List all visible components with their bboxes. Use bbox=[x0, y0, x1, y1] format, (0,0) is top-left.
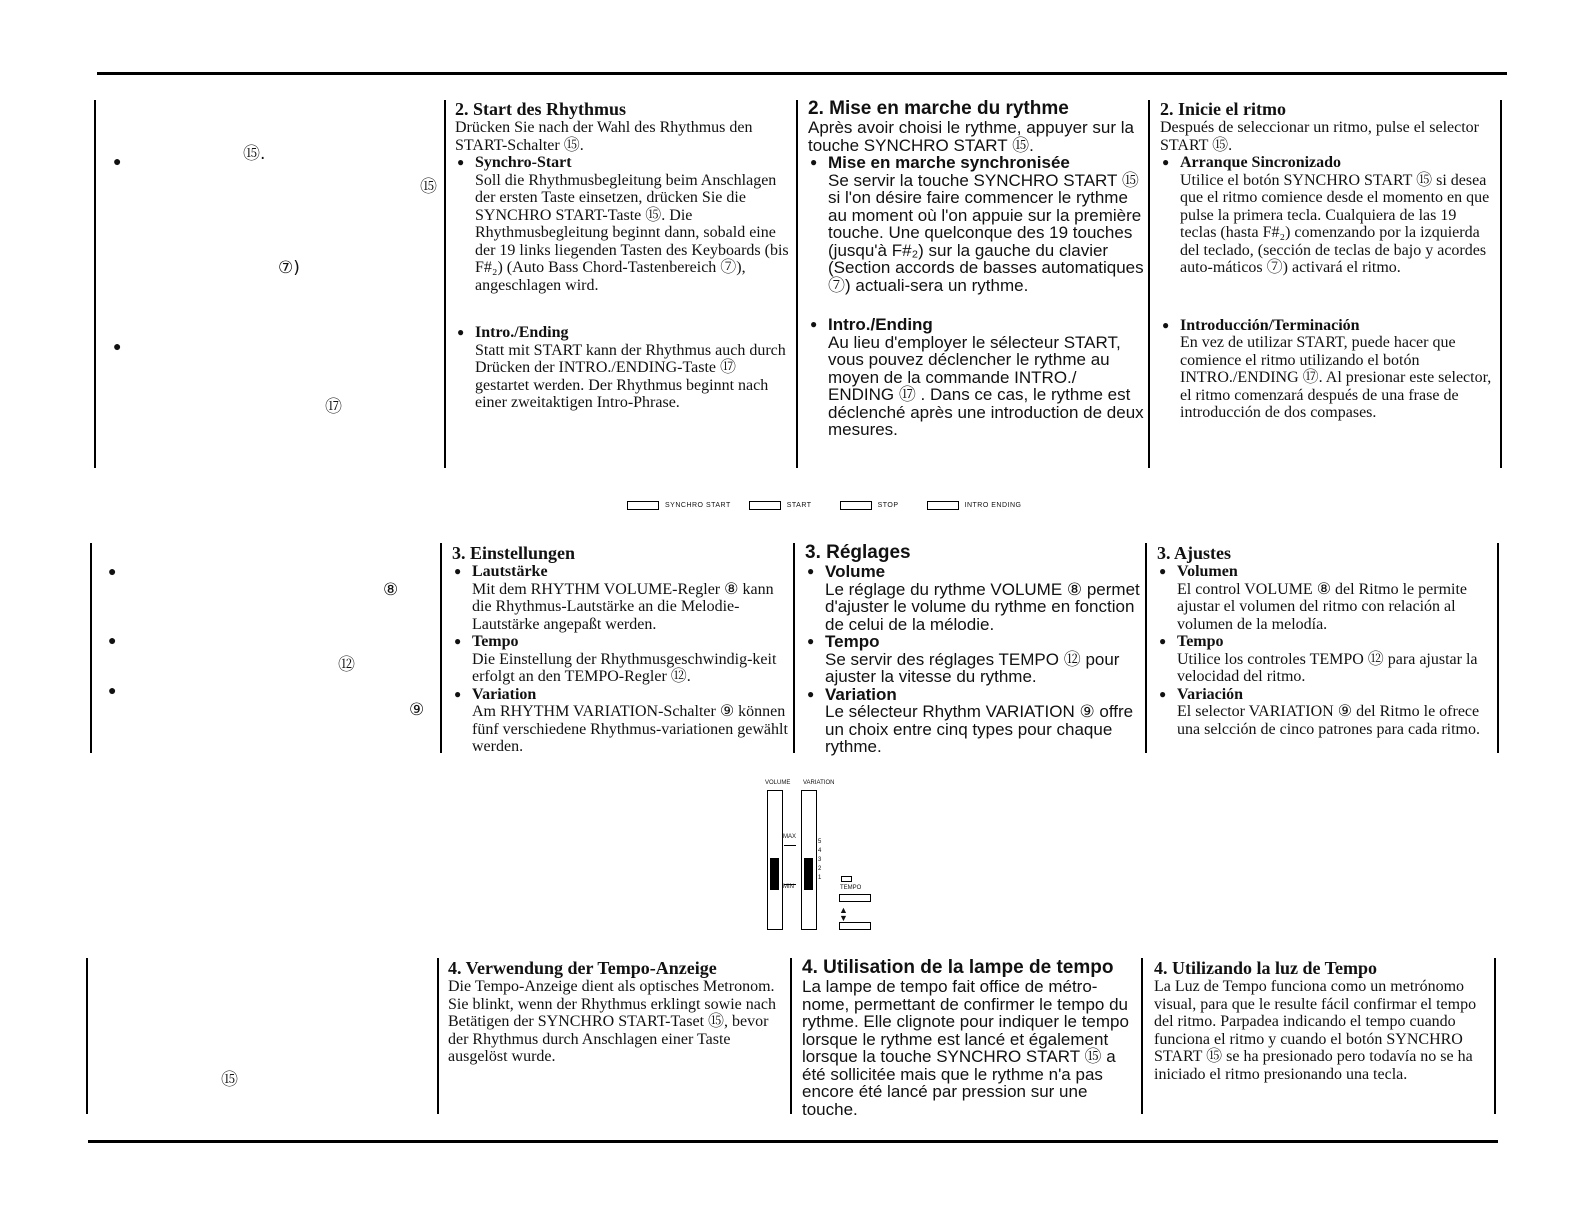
variation-label: VARIATION bbox=[803, 780, 835, 786]
subheading: ● Tempo bbox=[472, 633, 519, 650]
column-french bbox=[802, 958, 1138, 1118]
section-heading: 2. Mise en marche du rythme bbox=[808, 98, 1069, 119]
divider bbox=[790, 958, 792, 1114]
variation-step: 2 bbox=[818, 866, 822, 872]
paragraph: Mit dem RHYTHM VOLUME-Regler ⑧ kann die Rhythmus-Lautstärke an die Melodie-Lautstärke angepaßt werden. bbox=[472, 580, 774, 633]
paragraph: Die Tempo-Anzeige dient als optisches Metronom. Sie blinkt, wenn der Rhythmus erklingt sowie nach Betätigen der SYNCHRO START-Taset ⑮, bevor der Rhythmus durch Anschlagen einer Taste ausgelöst wurde. bbox=[448, 978, 776, 1065]
volume-label: VOLUME bbox=[765, 780, 791, 786]
subheading: ● Synchro-Start bbox=[475, 154, 572, 171]
paragraph: Après avoir choisi le rythme, appuyer sur la touche SYNCHRO START ⑮. bbox=[808, 118, 1134, 155]
variation-step: 4 bbox=[818, 848, 822, 854]
section-heading: 2. Inicie el ritmo bbox=[1160, 99, 1286, 119]
section-heading: 4. Utilisation de la lampe de tempo bbox=[802, 957, 1114, 978]
bottom-rule bbox=[88, 1140, 1498, 1143]
tempo-lamp-icon bbox=[841, 876, 852, 882]
paragraph: Después de seleccionar un ritmo, pulse el selector START ⑮. bbox=[1160, 119, 1479, 154]
divider bbox=[796, 100, 798, 468]
bullet: ● bbox=[113, 155, 122, 170]
subheading: ● Variación bbox=[1177, 685, 1244, 703]
button-label: SYNCHRO START bbox=[665, 502, 731, 509]
divider bbox=[440, 543, 442, 753]
divider bbox=[1500, 100, 1502, 468]
column-spanish bbox=[1160, 99, 1492, 422]
ref-marker: ⑦) bbox=[278, 258, 300, 278]
divider bbox=[444, 100, 446, 468]
column-spanish bbox=[1154, 958, 1488, 1083]
paragraph: En vez de utilizar START, puede hacer que comience el ritmo utilizando el botón INTRO./ENDING ⑰. Al presionar este selector, el ritmo comenzará después de una frase de introducción de dos compases. bbox=[1180, 334, 1492, 421]
paragraph: Die Einstellung der Rhythmusgeschwindig-keit erfolgt an den TEMPO-Regler ⑫. bbox=[472, 650, 777, 685]
bullet: ● bbox=[113, 340, 122, 355]
intro-ending-button-icon bbox=[927, 501, 959, 510]
up-arrow-icon: ▲ bbox=[839, 905, 848, 915]
subheading: ● Variation bbox=[825, 684, 897, 704]
button-label: START bbox=[786, 502, 812, 509]
paragraph: Se servir la touche SYNCHRO START ⑮ si l'on désire faire commencer le rythme au moment où l'on appuie sur la première touche. Une quelconque des 19 touches (jusqu'à F#₂) sur la gauche du clavier (Section accords de basses automatiques ⑦) actuali-sera un rythme. bbox=[828, 170, 1144, 295]
divider bbox=[94, 100, 96, 468]
divider bbox=[1145, 543, 1147, 753]
bullet: ● bbox=[108, 634, 117, 649]
subheading: ● Intro./Ending bbox=[475, 324, 569, 341]
paragraph: El selector VARIATION ⑨ del Ritmo le ofrece una selcción de cinco patrones para cada ritmo. bbox=[1177, 703, 1480, 738]
divider bbox=[1141, 958, 1143, 1114]
variation-scale bbox=[818, 838, 821, 883]
ref-marker: ⑨ bbox=[409, 700, 425, 720]
ref-marker: ⑮ bbox=[221, 1070, 238, 1090]
bullet: ● bbox=[108, 684, 117, 699]
section-heading: 3. Ajustes bbox=[1157, 543, 1232, 563]
paragraph: Au lieu d'employer le sélecteur START, vous pouvez déclencher le rythme au moyen de la commande INTRO./ ENDING ⑰ . Dans ce cas, le rythme est déclenché après une introduction de deux mesures. bbox=[828, 332, 1144, 439]
tempo-down-button-icon bbox=[839, 922, 871, 930]
paragraph: La Luz de Tempo funciona como un metrónomo visual, para que le resulte fácil confirmar el tempo del ritmo. Parpadea indicando el tempo cuando funciona el ritmo y cuando el botón SYNCHRO START ⑮ se ha presionado pero todavía no se ha iniciado el ritmo presionando una tecla. bbox=[1154, 978, 1477, 1083]
subheading: ● Mise en marche synchronisée bbox=[828, 153, 1070, 172]
section-heading: 4. Utilizando la luz de Tempo bbox=[1154, 958, 1378, 978]
paragraph: Am RHYTHM VARIATION-Schalter ⑨ können fünf verschiedene Rhythmus-variationen gewählt werden. bbox=[472, 703, 788, 755]
variation-slider-knob bbox=[804, 858, 813, 890]
column-french bbox=[808, 99, 1144, 439]
max-label: MAX bbox=[783, 834, 797, 840]
paragraph: Se servir des réglages TEMPO ⑫ pour ajuster la vitesse du rythme. bbox=[825, 649, 1120, 686]
paragraph: Soll die Rhythmusbegleitung beim Anschlagen der ersten Taste einsetzen, drücken Sie die SYNCHRO START-Taste ⑮. Die Rhythmusbegleitung beginnt dann, sobald eine der 19 links liegenden Tasten des Keyboards (bis F#₂) (Auto Bass Chord-Tastenbereich ⑦), angeschlagen wird. bbox=[475, 171, 789, 294]
paragraph: El control VOLUME ⑧ del Ritmo le permite ajustar el volumen del ritmo con relación al volumen de la melodía. bbox=[1177, 580, 1467, 633]
divider bbox=[437, 958, 439, 1114]
variation-step: 5 bbox=[818, 839, 822, 845]
column-german bbox=[452, 543, 788, 756]
divider bbox=[1148, 100, 1150, 468]
column-german bbox=[455, 99, 790, 412]
volume-scale-icon bbox=[784, 845, 796, 885]
section-heading: 2. Start des Rhythmus bbox=[455, 99, 627, 119]
ref-marker: ⑮. bbox=[243, 144, 266, 164]
column-spanish bbox=[1157, 543, 1491, 738]
stop-button-icon bbox=[840, 501, 872, 510]
subheading: ● Volume bbox=[825, 562, 886, 581]
section-heading: 4. Verwendung der Tempo-Anzeige bbox=[448, 958, 717, 978]
column-german bbox=[448, 958, 784, 1066]
button-label: INTRO ENDING bbox=[964, 502, 1022, 509]
synchro-start-button-icon bbox=[627, 501, 659, 510]
subheading: ● Introducción/Terminación bbox=[1180, 316, 1360, 334]
subheading: ● Tempo bbox=[1177, 633, 1224, 650]
subheading: ● Arranque Sincronizado bbox=[1180, 154, 1342, 171]
top-rule bbox=[97, 72, 1507, 75]
ref-marker: ⑫ bbox=[338, 655, 355, 675]
divider bbox=[86, 958, 88, 1114]
divider bbox=[90, 543, 92, 753]
section-heading: 3. Réglages bbox=[805, 542, 911, 563]
subheading: ● Variation bbox=[472, 685, 537, 703]
divider bbox=[1494, 958, 1496, 1114]
paragraph: Drücken Sie nach der Wahl des Rhythmus den START-Schalter ⑮. bbox=[455, 119, 753, 154]
paragraph: La lampe de tempo fait office de métro-nome, permettant de confirmer le tempo du rythme. Elle clignote pour indiquer le tempo lorsque le rythme est lancé et également lorsque la touche SYNCHRO START ⑮ a été sollicitée mais que le rythme n'a pas encore été lancé par pression sur une touche. bbox=[802, 977, 1129, 1119]
subheading: ● Tempo bbox=[825, 632, 880, 651]
variation-step: 1 bbox=[818, 875, 822, 881]
paragraph: Utilice los controles TEMPO ⑫ para ajustar la velocidad del ritmo. bbox=[1177, 650, 1478, 685]
paragraph: Le sélecteur Rhythm VARIATION ⑨ offre un choix entre cinq types pour chaque rythme. bbox=[825, 702, 1134, 756]
button-label: STOP bbox=[877, 502, 899, 509]
min-label: MIN bbox=[783, 884, 794, 890]
rhythm-button-panel bbox=[627, 501, 1021, 510]
paragraph: Utilice el botón SYNCHRO START ⑮ si desea que el ritmo comience desde el momento en que pulse la primera tecla. Cualquiera de las 19 teclas (hasta F#₂) comenzando por la izquierda del teclado, (sección de teclas de bajo y acordes auto-máticos ⑦) activará el ritmo. bbox=[1180, 171, 1490, 276]
ref-marker: ⑧ bbox=[383, 580, 399, 600]
variation-step: 3 bbox=[818, 857, 822, 863]
tempo-up-button-icon bbox=[839, 894, 871, 902]
ref-marker: ⑰ bbox=[325, 397, 342, 417]
subheading: ● Volumen bbox=[1177, 563, 1238, 580]
subheading: ● Intro./Ending bbox=[828, 315, 933, 334]
paragraph: Statt mit START kann der Rhythmus auch durch Drücken der INTRO./ENDING-Taste ⑰ gestartet werden. Der Rhythmus beginnt nach einer zweitaktigen Intro-Phrase. bbox=[475, 341, 786, 411]
column-french bbox=[805, 543, 1141, 756]
subheading: ● Lautstärke bbox=[472, 563, 548, 580]
ref-marker: ⑮ bbox=[420, 177, 437, 197]
start-button-icon bbox=[749, 501, 781, 510]
divider bbox=[1497, 543, 1499, 753]
paragraph: Le réglage du rythme VOLUME ⑧ permet d'ajuster le volume du rythme en fonction de celui de la mélodie. bbox=[825, 579, 1140, 634]
down-arrow-icon: ▼ bbox=[839, 913, 848, 923]
section-heading: 3. Einstellungen bbox=[452, 543, 576, 563]
volume-slider-knob bbox=[770, 858, 779, 890]
bullet: ● bbox=[108, 565, 117, 580]
tempo-label: TEMPO bbox=[840, 885, 862, 891]
divider bbox=[793, 543, 795, 753]
